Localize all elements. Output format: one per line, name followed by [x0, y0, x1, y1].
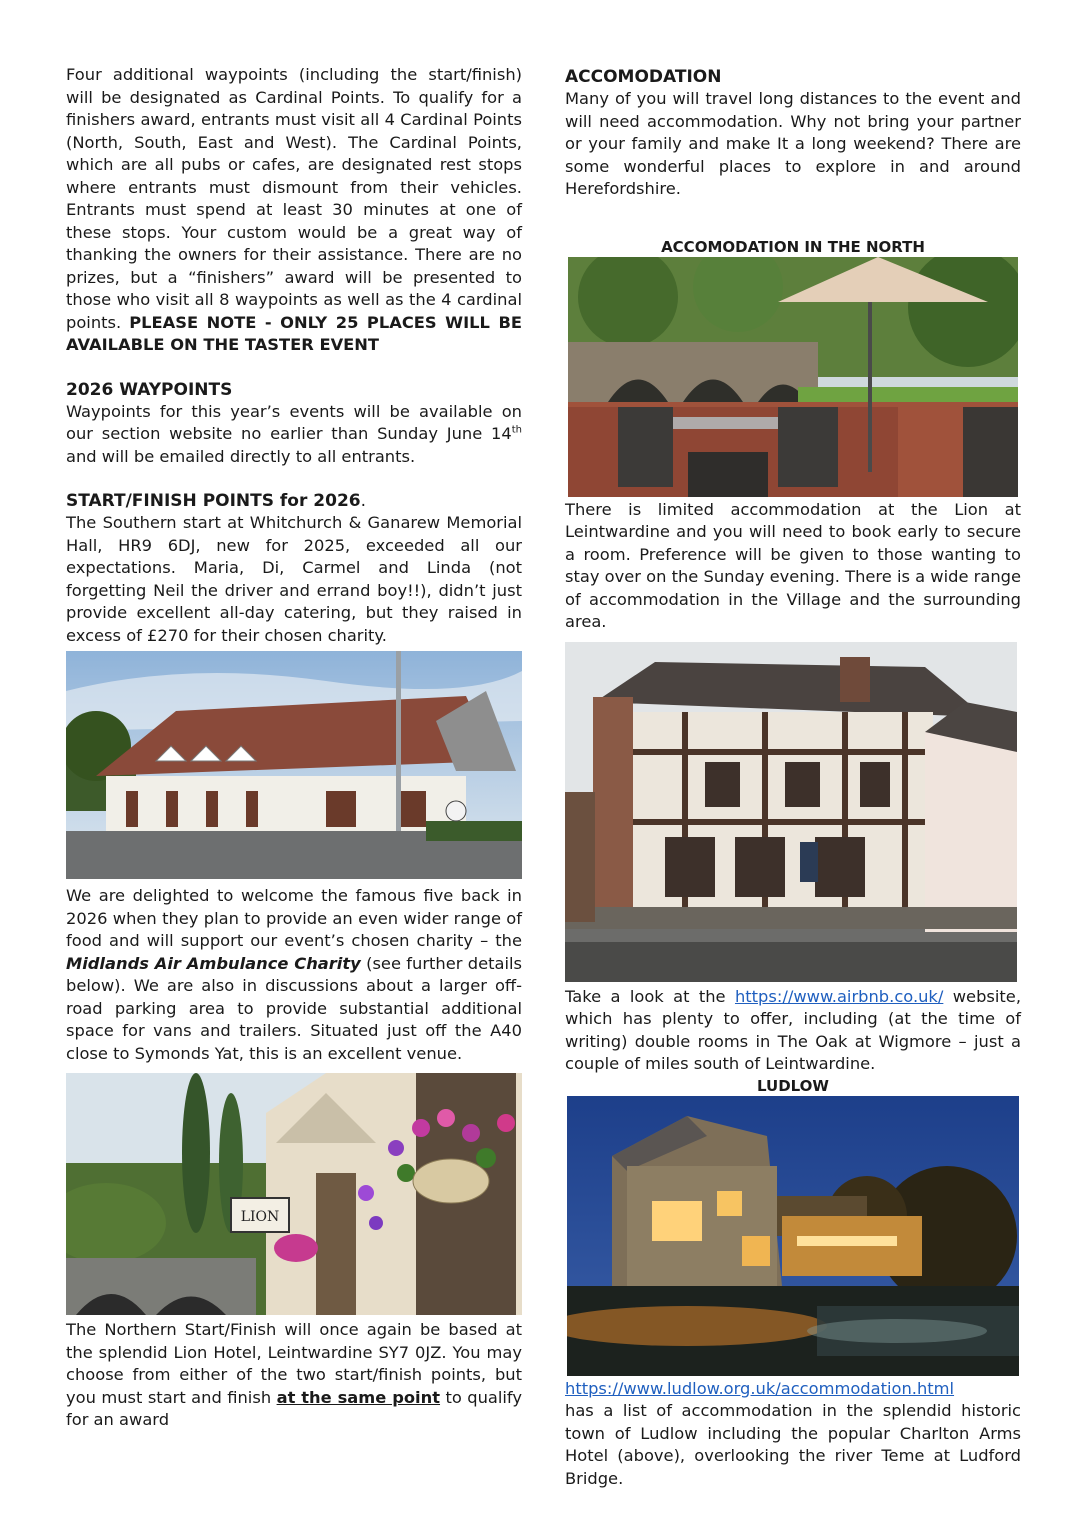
charity-name: Midlands Air Ambulance Charity [66, 953, 361, 973]
start-finish-paragraph: The Southern start at Whitchurch & Ganarew Memorial Hall, HR9 6DJ, new for 2025, exceeded all our expectations. Maria, Di, Carmel and Linda (not forgetting Neil the driver and errand boy!!), didn’t just provide excellent all-day catering, but they raised in excess of £270 for their chosen charity. [66, 513, 522, 645]
waypoints-sup: th [511, 424, 522, 436]
cardinal-points-paragraph [66, 64, 522, 357]
waypoints-paragraph [66, 401, 522, 469]
the-oak-photo [565, 642, 1017, 982]
lion-hotel-photo [66, 1073, 522, 1315]
start-finish-heading-text: START/FINISH POINTS for 2026 [66, 491, 361, 511]
ludlow-text: has a list of accommodation in the splendid historic town of Ludlow including the popular Charlton Arms Hotel (above), overlooking the river Teme at Ludford Bridge. [565, 1401, 1021, 1488]
waypoints-text-2: and will be emailed directly to all entrants. [66, 446, 416, 466]
ludlow-heading: LUDLOW [757, 1076, 829, 1095]
airbnb-link[interactable]: https://www.airbnb.co.uk/ [734, 986, 944, 1006]
memorial-hall-photo [66, 651, 522, 879]
start-finish-heading [66, 490, 522, 512]
waypoints-heading: 2026 WAYPOINTS [66, 379, 233, 400]
left-column [66, 64, 522, 1432]
airbnb-text-2: website, which has plenty to offer, including (at the time of writing) double rooms in The Oak at Wigmore – just a couple of miles south of Leintwardine. [565, 986, 1021, 1073]
accommodation-north-heading: ACCOMODATION IN THE NORTH [661, 237, 925, 256]
waypoints-text: Waypoints for this year’s events will be available on our section website no earlier than Sunday June 14 [66, 401, 522, 443]
cardinal-points-text: Four additional waypoints (including the start/finish) will be designated as Cardinal Points. To qualify for a finishers award, entrants must visit all 4 Cardinal Points (North, South, East and West). The Cardinal Points, which are all pubs or cafes, are designated rest stops where entrants must dismount from their vehicles. Entrants must spend at least 30 minutes at one of these stops. Your custom would be a great way of thanking the owners for their assistance. There are no prizes, but a “finishers” award will be presented to those who visit all 8 waypoints as well as the 4 cardinal points. [66, 65, 522, 332]
right-column [565, 66, 1021, 1490]
famous-five-text: We are delighted to welcome the famous five back in 2026 when they plan to provide an even wider range of food and will support our event’s chosen charity – the [66, 886, 522, 950]
taster-note: PLEASE NOTE - ONLY 25 PLACES WILL BE AVAILABLE ON THE TASTER EVENT [66, 312, 522, 354]
charlton-arms-photo [567, 1096, 1019, 1376]
ludlow-paragraph [565, 1378, 1021, 1491]
accommodation-paragraph: Many of you will travel long distances to the event and will need accommodation. Why not bring your partner or your family and make It a long weekend? There are some wonderful places to explore in and around Herefordshire. [565, 89, 1021, 198]
accommodation-heading: ACCOMODATION [565, 67, 722, 87]
ludlow-link[interactable]: https://www.ludlow.org.uk/accommodation.html [565, 1378, 955, 1398]
northern-start-text-2: to qualify for an award [66, 1387, 522, 1429]
start-finish-heading-dot: . [360, 491, 367, 511]
lion-accommodation-paragraph: There is limited accommodation at the Lion at Leintwardine and you will need to book early to secure a room. Preference will be given to those wanting to stay over on the Sunday evening. There is a wide range of accommodation in the Village and the surrounding area. [565, 499, 1021, 631]
lion-sign-text: LION [240, 1209, 280, 1225]
northern-start-paragraph [66, 1319, 522, 1432]
famous-five-text-2: (see further details below). We are also in discussions about a larger off-road parking area to provide substantial additional space for vans and trailers. Situated just off the A40 close to Symonds Yat, this is an excellent venue. [66, 953, 522, 1063]
airbnb-paragraph [565, 986, 1021, 1076]
famous-five-paragraph [66, 885, 522, 1065]
lion-terrace-photo [568, 257, 1018, 497]
airbnb-text: Take a look at the [565, 986, 735, 1006]
northern-start-text: The Northern Start/Finish will once again be based at the splendid Lion Hotel, Leintwardine SY7 0JZ. You may choose from either of the two start/finish points, but you must start and finish [66, 1320, 522, 1407]
same-point-emphasis: at the same point [276, 1387, 441, 1407]
